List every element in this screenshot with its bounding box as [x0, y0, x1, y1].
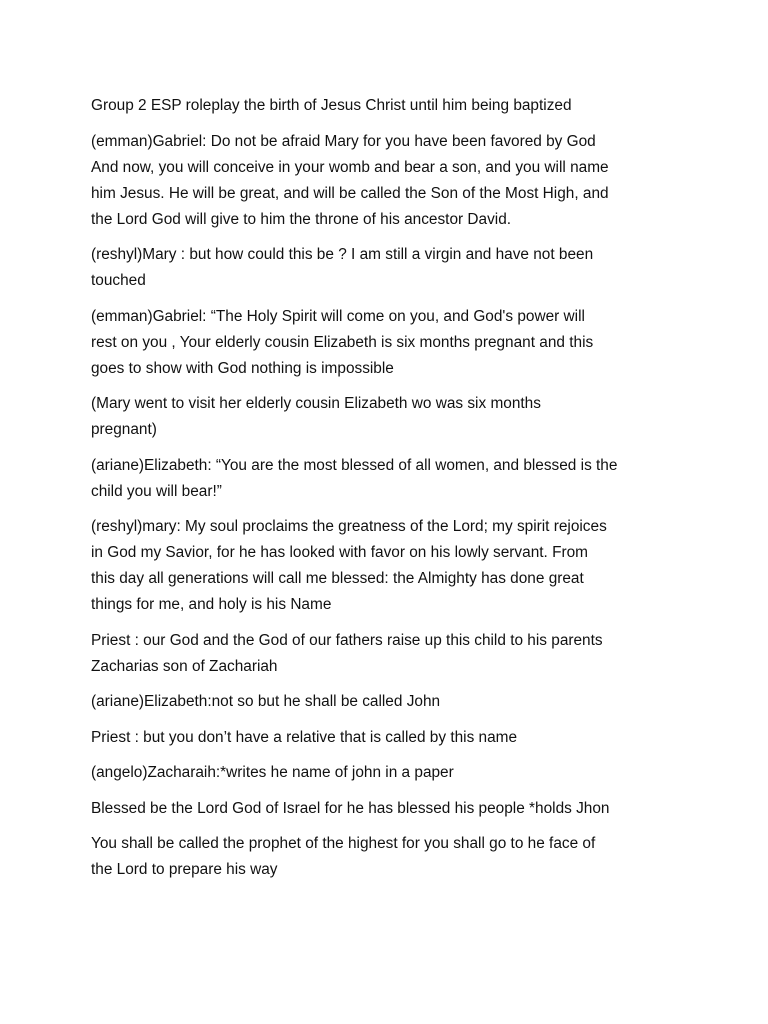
text-line: Zacharias son of Zachariah: [91, 657, 278, 675]
text-line: him Jesus. He will be great, and will be called the Son of the Most High, and: [91, 184, 609, 202]
paragraph-blessed-be: [91, 796, 691, 822]
paragraph-gabriel-annunciation: [91, 129, 691, 233]
paragraph-zachariah-writes: [91, 760, 691, 786]
document-heading: [91, 93, 691, 119]
text-line: the Lord God will give to him the throne of his ancestor David.: [91, 210, 512, 228]
text-line: (ariane)Elizabeth:not so but he shall be called John: [91, 693, 441, 710]
text-line: Group 2 ESP roleplay the birth of Jesus Christ until him being baptized: [91, 97, 572, 114]
text-line: And now, you will conceive in your womb and bear a son, and you will name: [91, 158, 609, 176]
text-line: (reshyl)mary: My soul proclaims the greatness of the Lord; my spirit rejoices: [91, 518, 607, 535]
text-line: the Lord to prepare his way: [91, 861, 278, 878]
paragraph-mary-question: [91, 242, 691, 294]
document-body: [91, 93, 691, 893]
text-line: (emman)Gabriel: “The Holy Spirit will come on you, and God's power will: [91, 307, 585, 325]
text-line: Blessed be the Lord God of Israel for he has blessed his people *holds Jhon: [91, 799, 610, 817]
text-line: pregnant): [91, 421, 157, 438]
text-line: (Mary went to visit her elderly cousin Elizabeth wo was six months: [91, 395, 541, 412]
paragraph-elizabeth-john: [91, 689, 691, 715]
text-line: Priest : but you don’t have a relative that is called by this name: [91, 728, 518, 746]
text-line: You shall be called the prophet of the highest for you shall go to he face of: [91, 835, 596, 852]
paragraph-elizabeth-blessing: [91, 453, 691, 505]
text-line: (angelo)Zacharaih:*writes he name of john in a paper: [91, 764, 454, 781]
text-line: in God my Savior, for he has looked with favor on his lowly servant. From: [91, 544, 588, 561]
paragraph-priest-naming: [91, 628, 691, 680]
text-line: this day all generations will call me blessed: the Almighty has done great: [91, 570, 584, 587]
text-line: Priest : our God and the God of our fathers raise up this child to his parents: [91, 631, 603, 649]
text-line: (emman)Gabriel: Do not be afraid Mary for you have been favored by God: [91, 132, 596, 150]
text-line: rest on you , Your elderly cousin Elizabeth is six months pregnant and this: [91, 333, 594, 351]
text-line: touched: [91, 272, 146, 289]
text-line: (ariane)Elizabeth: “You are the most blessed of all women, and blessed is the: [91, 456, 618, 474]
text-line: goes to show with God nothing is impossible: [91, 359, 394, 377]
paragraph-stage-direction-visit: [91, 391, 691, 443]
text-line: (reshyl)Mary : but how could this be ? I am still a virgin and have not been: [91, 246, 594, 263]
paragraph-priest-relative: [91, 725, 691, 751]
paragraph-prophet: [91, 831, 691, 883]
text-line: child you will bear!”: [91, 482, 222, 500]
paragraph-mary-magnificat: [91, 514, 691, 618]
text-line: things for me, and holy is his Name: [91, 596, 332, 613]
paragraph-gabriel-reply: [91, 304, 691, 382]
